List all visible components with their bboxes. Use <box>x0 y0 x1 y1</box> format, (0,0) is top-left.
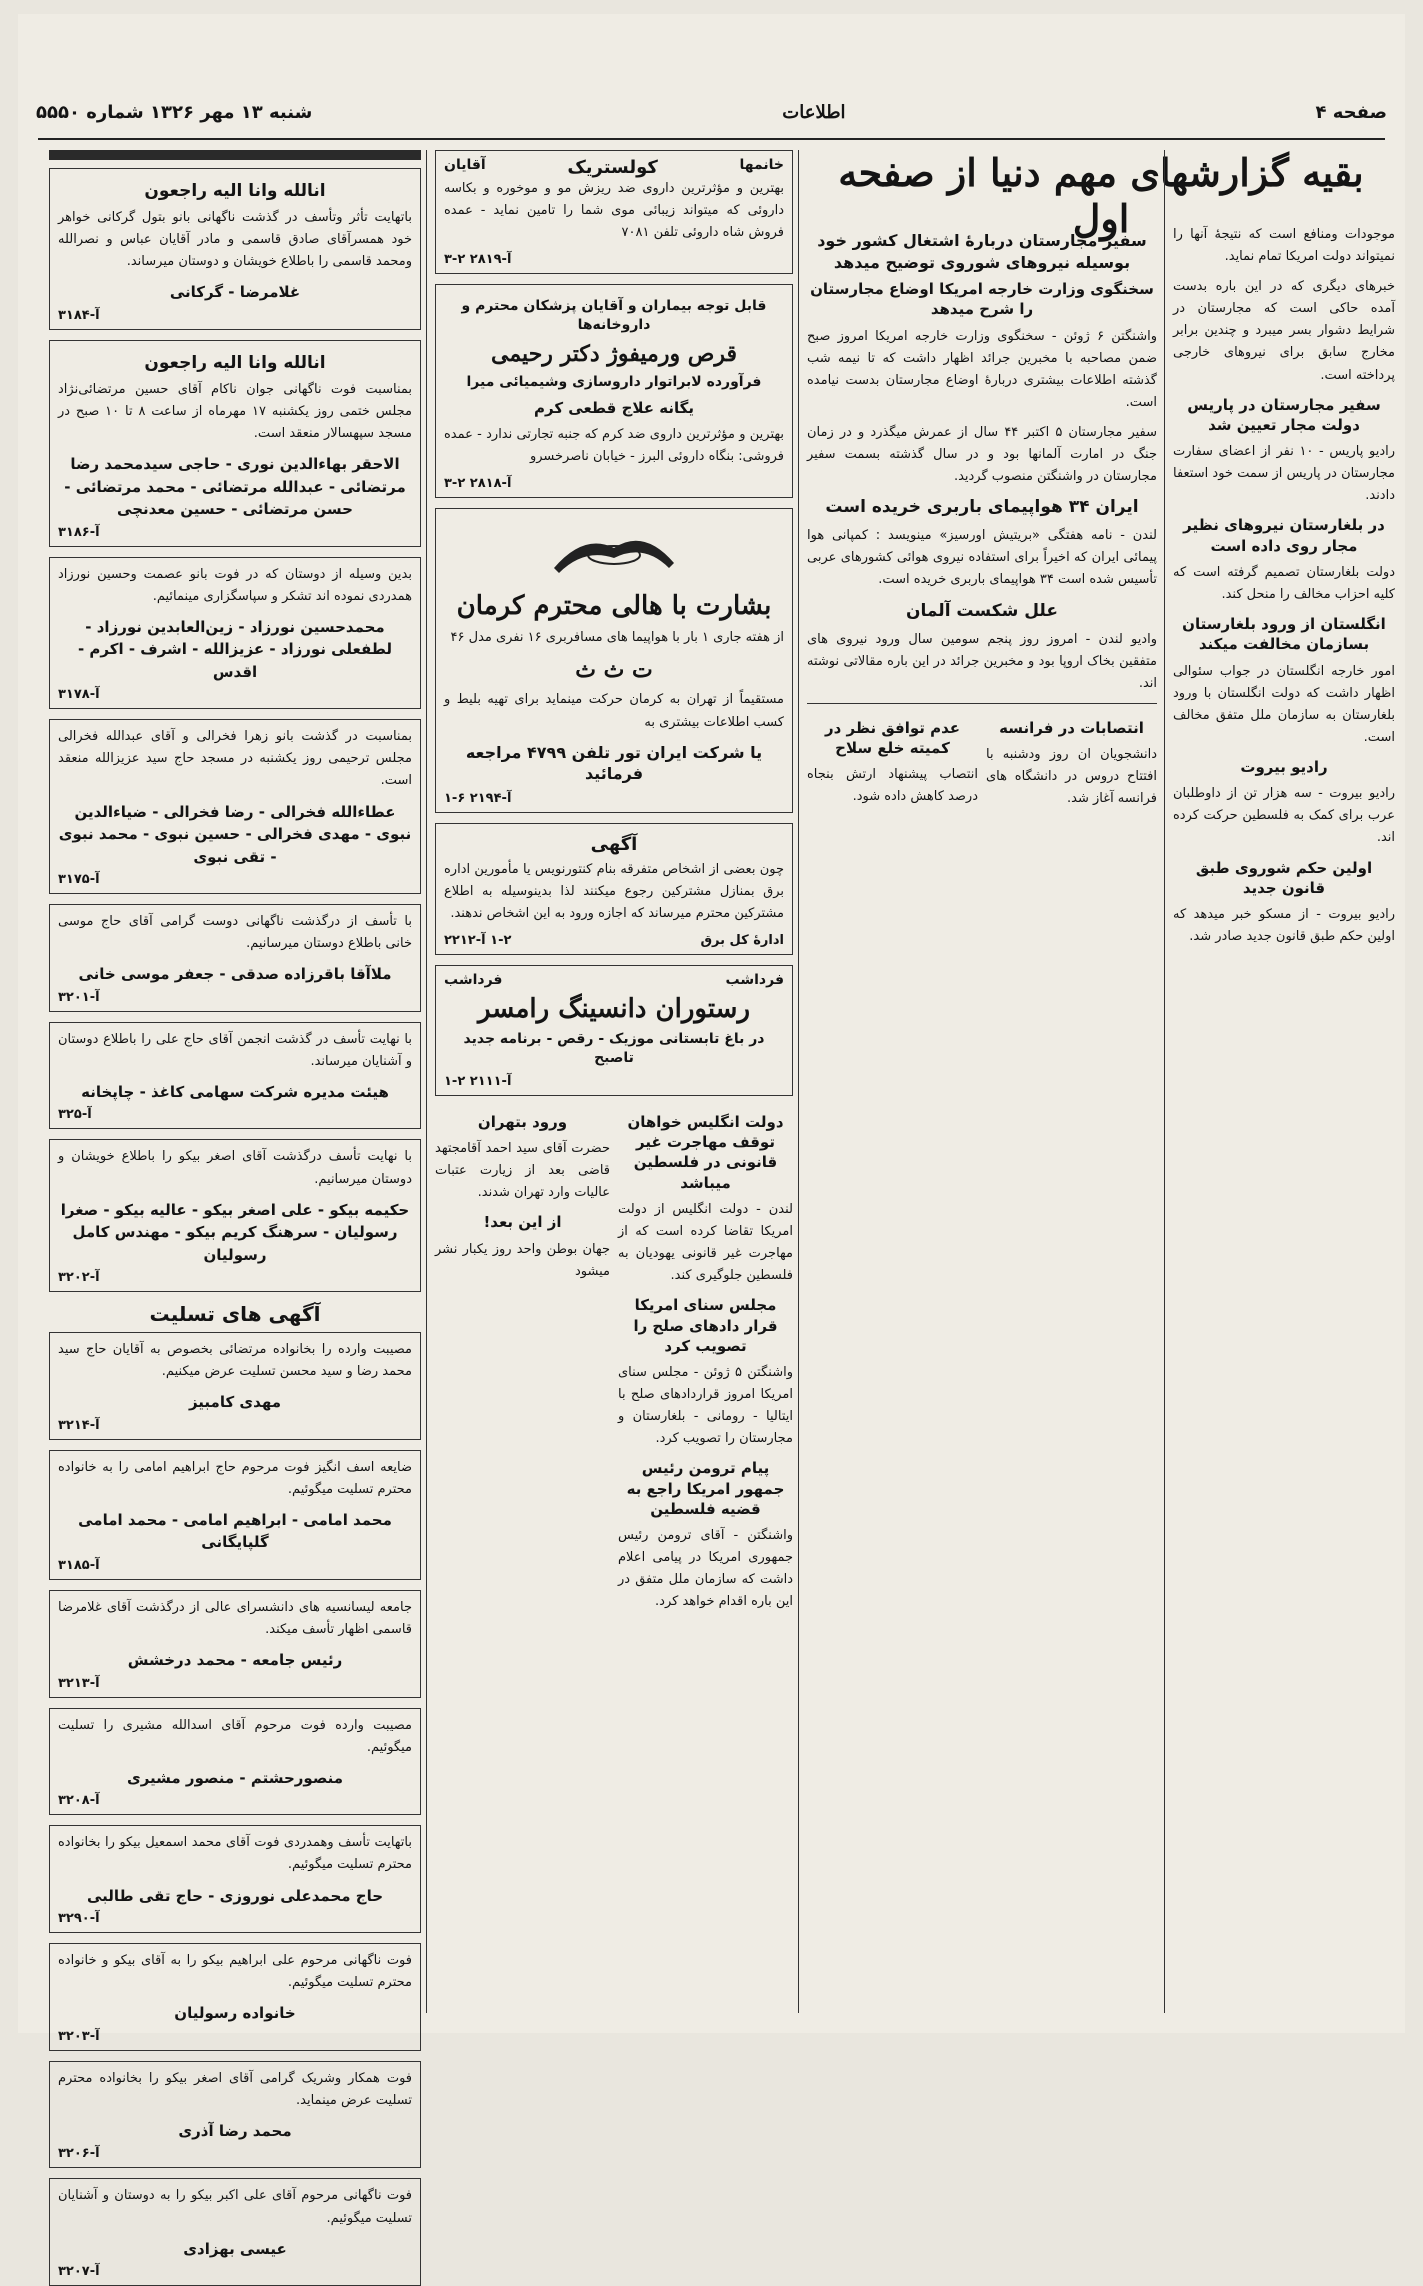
article-text: وادیو لندن - امروز روز پنجم سومین سال ورود نیروی های متفقین بخاک اروپا بود و مخبرین جرائد در این باره مقالاتی نوشته اند. <box>807 631 1157 691</box>
article-text: لندن - دولت انگلیس از دولت امریکا تقاضا کرده است که از مهاجرت غیر قانونی یهودیان به فلسطین جلوگیری کند. <box>618 1201 793 1284</box>
article-heading: سفیر مجارستان در پاریس دولت مجار تعیین شد <box>1187 395 1381 434</box>
notice-text: باتهایت تأثر وتأسف در گذشت ناگهانی بانو بتول گرکانی خواهر خود همسرآقای صادق قاسمی و مادر آقایان عباس و نصرالله ومحمد قاسمی را باطلاع خویشان و دوستان میرساند. <box>58 210 412 270</box>
notice-text: با نهایت تأسف در گذشت انجمن آقای حاج علی را باطلاع دوستان و آشنایان میرساند. <box>58 1031 412 1069</box>
condolence-section-heading: آگهی های تسلیت <box>149 1302 321 1327</box>
notice <box>49 168 421 330</box>
article-heading: دولت انگلیس خواهان توقف مهاجرت غیر قانونی در فلسطین میباشد <box>627 1112 784 1192</box>
notice-names: محمد امامی - ابراهیم امامی - محمد امامی گلپایگانی <box>78 1510 392 1552</box>
notice-text: جامعه لیسانسیه های دانشسرای عالی از درگذشت آقای غلامرضا قاسمی اظهار تأسف میکند. <box>58 1599 412 1638</box>
article-heading: علل شکست آلمان <box>906 600 1058 621</box>
ad-text: از هفته جاری ۱ بار با هواپیما های مسافربری ۱۶ نفری مدل ۴۶ <box>450 630 784 646</box>
condolence-notice <box>49 1708 421 1816</box>
article-heading: در بلغارستان نیروهای نظیر مجار روی داده است <box>1183 516 1385 555</box>
ad-code: ۱-۲ آ-۲۲۱۲ <box>444 933 512 949</box>
ad-phone: یا شرکت ایران تور تلفن ۴۷۹۹ مراجعه فرمائید <box>465 742 763 784</box>
ad-code: ۳-۲ آ-۲۸۱۹ <box>444 252 512 268</box>
condolence-notice <box>49 1332 421 1440</box>
notice-heading: انالله وانا الیه راجعون <box>144 352 326 373</box>
subcolumn-left <box>807 712 978 819</box>
ad-kerman-flight <box>435 508 793 812</box>
ad-ramsar-restaurant <box>435 965 793 1096</box>
notice-code: آ-۳۲۰۷ <box>58 2264 100 2280</box>
ad-text: بهترین و مؤثرترین داروی ضد کرم که جنبه تجارتی ندارد - عمده فروشی: بنگاه داروئی البرز - خیابان ناصرخسرو <box>444 427 784 465</box>
ad-electricity-notice <box>435 823 793 955</box>
article-text: امور خارجه انگلستان در جواب سئوالی اظهار داشت که دولت انگلستان با ورود بلغارستان به سازمان ملل متفق مخالف است. <box>1173 663 1395 745</box>
article-text: انتصاب پیشنهاد ارتش بنجاه درصد کاهش داده شود. <box>807 767 978 805</box>
condolence-notice <box>49 1943 421 2051</box>
notice-code: آ-۳۱۷۸ <box>58 687 100 703</box>
ad-code: ۱-۲ آ-۲۱۱۱ <box>444 1073 512 1089</box>
column-right-middle <box>807 224 1157 2019</box>
column-divider <box>798 150 799 2013</box>
notice-names: حکیمه بیکو - علی اصغر بیکو - عالیه بیکو - صغرا رسولیان - سرهنگ کریم بیکو - مهندس کامل رسولیان <box>60 1200 410 1264</box>
column-divider <box>426 150 427 2013</box>
notice <box>49 340 421 547</box>
notice-text: با تأسف از درگذشت ناگهانی دوست گرامی آقای حاج موسی خانی باطلاع دوستان میرسانیم. <box>58 914 412 952</box>
article-heading: مجلس سنای امریکا قرار دادهای صلح را تصویب کرد <box>633 1296 778 1355</box>
ad-vermifuge <box>435 284 793 498</box>
notice-text: بمناسبت فوت ناگهانی جوان ناکام آقای حسین مرتضائی‌نژاد مجلس ختمی روز یکشنبه ۱۷ مهرماه از ساعت ۸ تا ۱۰ صبح در مسجد سپهسالار منعقد است. <box>58 381 413 441</box>
masthead: اطلاعات <box>782 101 846 123</box>
notice-text: با نهایت تأسف درگذشت آقای اصغر بیکو را باطلاع خویشان و دوستان میرسانیم. <box>58 1149 412 1187</box>
article-heading: سفیر مجارستان دربارهٔ اشتغال کشور خود بوسیله نیروهای شوروی توضیح میدهد <box>817 231 1147 272</box>
page-header <box>18 90 1405 134</box>
main-headline: بقیه گزارشهای مهم دنیا از صفحه اول <box>838 150 1364 241</box>
article-text: حضرت آقای سید احمد آقامجتهد قاضی بعد از زیارت عتبات عالیات وارد تهران شدند. <box>435 1141 610 1201</box>
condolence-notice <box>49 1450 421 1580</box>
ad-tag: فرداشب <box>444 972 503 989</box>
article-text: دولت بلغارستان تصمیم گرفته است که کلیه احزاب مخالف را منحل کند. <box>1173 564 1395 603</box>
notice-text: باتهایت تأسف وهمدردی فوت آقای محمد اسمعیل بیکو را بخانواده محترم تسلیت میگوئیم. <box>58 1835 412 1873</box>
notice-code: آ-۳۲۰۸ <box>58 1793 100 1809</box>
notice-names: مهدی کامبیز <box>188 1393 282 1412</box>
article-heading: عدم توافق نظر در کمیته خلع سلاح <box>825 718 960 758</box>
article-text: واشنگتن ۶ ژوئن - سخنگوی وزارت خارجه امریکا امروز صبح ضمن مصاحبه با مخبرین جرائد اظهار داشت که تا نیمه شب گذشته اطلاعات بیشتری دربارهٔ اوضاع مجارستان بدست نیامده است. <box>807 328 1157 410</box>
notice <box>49 719 421 894</box>
notice <box>49 1022 421 1130</box>
subcolumns <box>807 712 1157 819</box>
ad-tag: فرداشب <box>725 972 784 989</box>
divider <box>807 703 1157 704</box>
notice <box>49 557 421 710</box>
notice-code: آ-۳۲۰۶ <box>58 2146 100 2162</box>
article-text: واشنگتن ۵ ژوئن - مجلس سنای امریکا امروز قراردادهای صلح با ایتالیا - رومانی - بلغارستان و مجارستان را تصویب کرد. <box>618 1365 793 1447</box>
notice-names: حاج محمدعلی نوروزی - حاج تقی طالبی <box>86 1886 384 1905</box>
article-text: واشنگتن - آقای ترومن رئیس جمهوری امریکا در پیامی اعلام داشت که سازمان ملل متفق در این باره اقدام خواهد کرد. <box>618 1528 793 1610</box>
notice-names: محمد رضا آذری <box>178 2121 292 2140</box>
subcolumn-right <box>986 712 1157 819</box>
article-heading: انتصابات در فرانسه <box>999 718 1144 737</box>
article-heading: اولین حکم شوروی طبق قانون جدید <box>1195 858 1373 897</box>
article-text: خبرهای دیگری که در این باره بدست آمده حاکی است که مجارستان در شرایط دشوار بسر میبرد و چندین برابر مخارج سابق برای نیروهای خارجی پرداخته است. <box>1173 279 1395 383</box>
notice-code: آ-۳۱۷۵ <box>58 872 100 888</box>
ad-code: ۱-۶ آ-۲۱۹۴ <box>444 790 512 806</box>
ad-tag: آقایان <box>444 157 486 173</box>
ad-text: چون بعضی از اشخاص متفرقه بنام کنتورنویس یا مأمورین اداره برق بمنازل مشترکین رجوع میکنند لذا بدینوسیله به اطلاع مشترکین محترم میرساند که اجازه ورود به این اشخاص ندهند. <box>444 861 784 922</box>
subcolumn-left <box>435 1106 610 1622</box>
ad-signature: ادارهٔ کل برق <box>700 933 784 949</box>
column-divider <box>1164 150 1165 2013</box>
notice-text: مصیبت وارده را بخانواده مرتضائی بخصوص به آقایان حاج سید محمد رضا و سید محسن تسلیت عرض میکنیم. <box>58 1342 412 1380</box>
header-rule <box>38 138 1385 140</box>
notice-code: آ-۳۲۰۱ <box>58 989 100 1005</box>
notice-text: فوت ناگهانی مرحوم آقای علی اکبر بیکو را به دوستان و آشنایان تسلیت میگوئیم. <box>58 2188 412 2226</box>
ad-code: ۳-۲ آ-۲۸۱۸ <box>444 476 512 492</box>
ad-subtitle: فرآورده لابراتوار داروسازی وشیمیائی میرا <box>466 374 762 391</box>
airplane-logo-icon <box>444 523 784 583</box>
top-bar-decoration <box>49 150 421 160</box>
article-heading: ایران ۳۴ هواپیمای باربری خریده است <box>825 497 1139 518</box>
article-text: رادیو بیروت - از مسکو خبر میدهد که اولین حکم طبق قانون جدید صادر شد. <box>1173 907 1395 945</box>
ad-brand: ت ث ث <box>575 657 653 684</box>
article-text: موجودات ومنافع است که نتیجهٔ آنها را نمیتواند دولت امریکا تمام نماید. <box>1173 227 1395 265</box>
condolence-notice <box>49 1590 421 1698</box>
notice-text: بدین وسیله از دوستان که در فوت بانو عصمت وحسین نورزاد همدردی نموده اند تشکر و سپاسگزاری مینمائیم. <box>58 566 412 604</box>
notice-code: آ-۳۲۵ <box>58 1107 92 1123</box>
article-heading: انگلستان از ورود بلغارستان بسازمان مخالفت میکند <box>1182 615 1386 654</box>
notice-names: عطاءالله فخرالی - رضا فخرالی - ضیاءالدین نبوی - مهدی فخرالی - حسین نبوی - محمد نبوی - تقی نبوی <box>58 802 412 866</box>
notice-names: ملاآقا باقرزاده صدقی - جعفر موسی خانی <box>78 965 392 984</box>
notice-text: فوت ناگهانی مرحوم علی ابراهیم بیکو را به آقای بیکو و خانواده محترم تسلیت میگوئیم. <box>58 1953 412 1991</box>
column-left-notices <box>49 150 421 2280</box>
notice-names: خانواده رسولیان <box>174 2004 296 2023</box>
article-heading: از این بعد! <box>483 1213 562 1232</box>
ad-heading: قابل توجه بیماران و آقایان پزشکان محترم و داروخانه‌ها <box>461 298 767 334</box>
notice-names: عیسی بهزادی <box>183 2239 287 2258</box>
article-text: رادیو بیروت - سه هزار تن از داوطلبان عرب برای کمک به فلسطین حرکت کرده اند. <box>1173 786 1395 846</box>
notice-code: آ-۳۲۹۰ <box>58 1911 100 1927</box>
notice-code: آ-۳۱۸۵ <box>58 1557 100 1573</box>
ad-text: بهترین و مؤثرترین داروی ضد ریزش مو و موخوره و بکاسه داروئی که میتواند زیبائی موی شما را تامین نماید - عمده فروش شاه داروئی تلفن ۷۰۸۱ <box>444 181 784 241</box>
notice <box>49 1139 421 1292</box>
notice <box>49 904 421 1012</box>
column-far-right <box>1173 224 1395 2019</box>
notice-names: رئیس جامعه - محمد درخشش <box>127 1651 343 1670</box>
issue-info: شنبه ۱۳ مهر ۱۳۲۶ شماره ۵۵۵۰ <box>36 101 313 123</box>
notice-text: مصیبت وارده فوت مرحوم آقای اسدالله مشیری را تسلیت میگوئیم. <box>58 1717 412 1755</box>
notice-names: محمدحسین نورزاد - زین‌العابدین نورزاد - لطفعلی نورزاد - عزیزالله - اشرف - اکرم - اقدس <box>77 617 392 681</box>
notice-code: آ-۳۲۱۳ <box>58 1675 100 1691</box>
newspaper-page <box>18 14 1405 2280</box>
ad-title: آگهی <box>590 833 638 855</box>
ad-title: رستوران دانسینگ رامسر <box>477 994 751 1025</box>
notice-code: آ-۳۱۸۴ <box>58 307 100 323</box>
ad-brand: یگانه علاج قطعی کرم <box>534 398 694 417</box>
notice-names: هیئت مدیره شرکت سهامی کاغذ - چاپخانه <box>81 1082 389 1101</box>
article-heading: پیام ترومن رئیس جمهور امریکا راجع به قضیه فلسطین <box>626 1459 785 1518</box>
condolence-notice <box>49 1825 421 1933</box>
notice-code: آ-۳۲۰۳ <box>58 2028 100 2044</box>
notice-text: فوت همکار وشریک گرامی آقای اصغر بیکو را بخانواده محترم تسلیت عرض مینماید. <box>58 2070 412 2108</box>
article-heading: رادیو بیروت <box>1240 758 1328 776</box>
article-text: رادیو پاریس - ۱۰ نفر از اعضای سفارت مجارستان در پاریس از سمت خود استعفا دادند. <box>1173 444 1395 504</box>
ad-title: کولستریک <box>567 157 658 178</box>
news-subcolumns <box>435 1106 793 1622</box>
notice-code: آ-۳۲۱۴ <box>58 1417 100 1433</box>
notice-text: بمناسبت در گذشت بانو زهرا فخرالی و آقای عبدالله فخرالی مجلس ترحیمی روز یکشنبه در مسجد حاج سید عزیزالله منعقد است. <box>58 729 412 789</box>
article-heading: ورود بتهران <box>477 1112 568 1131</box>
notice-names: الاحقر بهاءالدین نوری - حاجی سیدمحمد رضا مرتضائی - عبدالله مرتضائی - محمد مرتضائی - حسن مرتضائی - حسین معدنچی <box>64 455 406 519</box>
condolence-notice <box>49 2178 421 2286</box>
ad-text: مستقیماً از تهران به کرمان حرکت مینماید برای تهیه بلیط و کسب اطلاعات بیشتری به <box>444 692 784 730</box>
page-number: صفحه ۴ <box>1315 101 1387 123</box>
ad-title: بشارت با هالی محترم کرمان <box>456 591 772 622</box>
notice-code: آ-۳۲۰۲ <box>58 1270 100 1286</box>
column-left-middle <box>435 150 793 2019</box>
article-text: جهان بوطن واحد روز یکبار نشر میشود <box>435 1241 610 1279</box>
notice-code: آ-۳۱۸۶ <box>58 524 100 540</box>
notice-names: منصورحشتم - منصور مشیری <box>126 1768 344 1787</box>
notice-heading: انالله وانا الیه راجعون <box>144 181 326 201</box>
ad-tag: خانمها <box>739 157 784 173</box>
notice-names: غلامرضا - گرکانی <box>169 283 301 302</box>
ad-title: قرص ورمیفوژ دکتر رحیمی <box>491 341 737 368</box>
notice-text: ضایعه اسف انگیز فوت مرحوم حاج ابراهیم امامی را به خانواده محترم تسلیت میگوئیم. <box>58 1459 412 1497</box>
condolence-notice <box>49 2061 421 2169</box>
subcolumn-right <box>618 1106 793 1622</box>
ad-kolestrik <box>435 150 793 274</box>
ad-subtitle: در باغ تابستانی موزیک - رقص - برنامه جدید تاصبح <box>463 1031 765 1067</box>
article-subheading: سخنگوی وزارت خارجه امریکا اوضاع مجارستان را شرح میدهد <box>810 280 1154 319</box>
article-text: لندن - نامه هفتگی «بریتیش اورسیز» مینویسد : کمپانی هوا پیمائی ایران که اخیراً برای استفاده نیروی هوائی کشورهای عربی تأسیس شده است ۳۴ هواپیمای باربری خریده است. <box>807 528 1157 588</box>
article-text: سفیر مجارستان ۵ اکتبر ۴۴ سال از عمرش میگذرد و در زمان جنگ در امارت آلمانها بود و در سال گذشته بسمت سفیر مجارستان در واشنگتن منصوب گردید. <box>807 425 1158 485</box>
article-text: دانشجویان ان روز ودشنبه با افتتاح دروس در دانشگاه های فرانسه آغاز شد. <box>986 747 1157 807</box>
